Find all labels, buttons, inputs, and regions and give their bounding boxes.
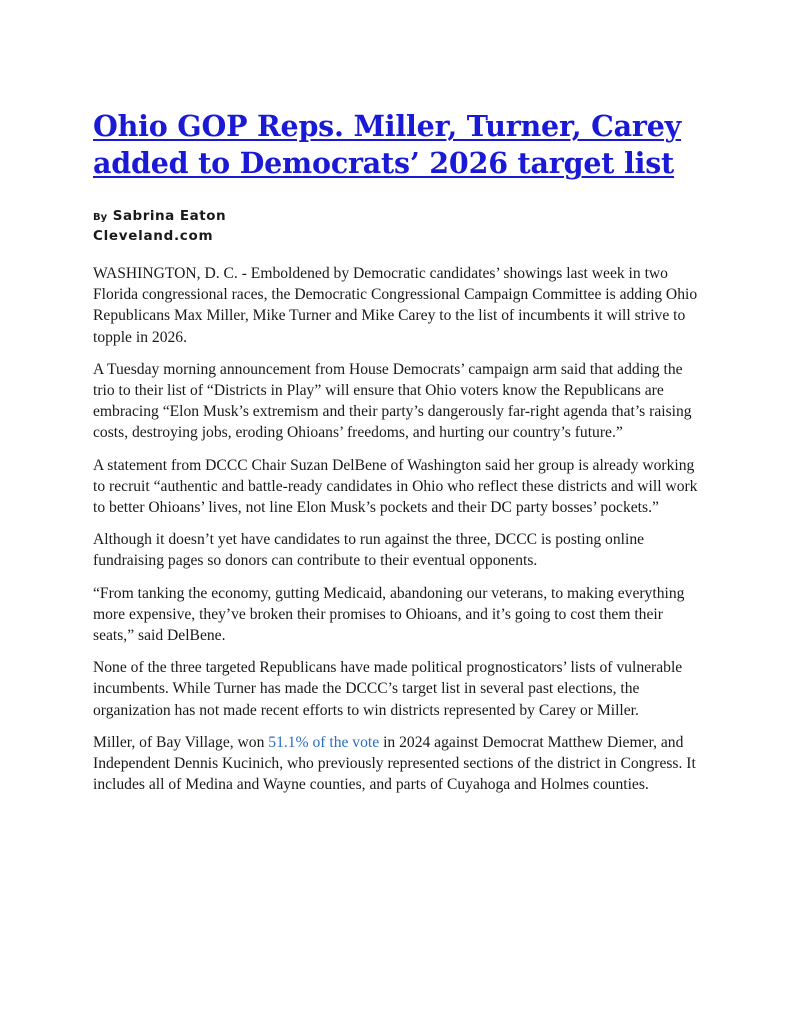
paragraph-text-after-link: in 2024 against Democrat Matthew Diemer, and Independent Dennis Kucinich, who previously represented sections of the district in Congress. It includes all of Medina and Wayne counties, and parts of Cuyahoga and Holmes counties.	[93, 733, 696, 794]
paragraph: A statement from DCCC Chair Suzan DelBene of Washington said her group is already working to recruit “authentic and battle-ready candidates in Ohio who reflect these districts and will work to better Ohioans’ lives, not line Elon Musk’s pockets and their DC party bosses’ pockets.”	[93, 456, 698, 517]
byline-prefix: By	[93, 212, 108, 223]
paragraph-text-before-link: Miller, of Bay Village, won	[93, 733, 269, 751]
paragraph: WASHINGTON, D. C. - Emboldened by Democratic candidates’ showings last week in two Florida congressional races, the Democratic Congressional Campaign Committee is adding Ohio Republicans Max Miller, Mike Turner and Mike Carey to the list of incumbents it will strive to topple in 2026.	[93, 265, 698, 346]
paragraph: “From tanking the economy, gutting Medicaid, abandoning our veterans, to making everything more expensive, they’ve broken their promises to Ohioans, and it’s going to cost them their seats,” said DelBene.	[93, 584, 685, 645]
outlet-name: Cleveland.com	[93, 228, 214, 244]
byline	[93, 206, 698, 245]
article-headline[interactable]	[93, 108, 698, 182]
headline-link[interactable]: Ohio GOP Reps. Miller, Turner, Carey added to Democrats’ 2026 target list	[93, 109, 682, 180]
article	[93, 108, 698, 806]
vote-share-link[interactable]: 51.1% of the vote	[268, 733, 380, 751]
paragraph-with-link	[93, 732, 698, 796]
byline-author-line	[93, 206, 698, 227]
paragraph: None of the three targeted Republicans have made political prognosticators’ lists of vulnerable incumbents. While Turner has made the DCCC’s target list in several past elections, the organization has not made recent efforts to win districts represented by Carey or Miller.	[93, 659, 683, 719]
paragraph: Although it doesn’t yet have candidates to run against the three, DCCC is posting online fundraising pages so donors can contribute to their eventual opponents.	[93, 531, 645, 570]
article-body	[93, 263, 698, 795]
author-name: Sabrina Eaton	[112, 208, 227, 224]
paragraph: A Tuesday morning announcement from House Democrats’ campaign arm said that adding the trio to their list of “Districts in Play” will ensure that Ohio voters know the Republicans are embracing “Elon Musk’s extremism and their party’s dangerously far-right agenda that’s raising costs, destroying jobs, eroding Ohioans’ freedoms, and hurting our country’s future.”	[93, 360, 692, 442]
